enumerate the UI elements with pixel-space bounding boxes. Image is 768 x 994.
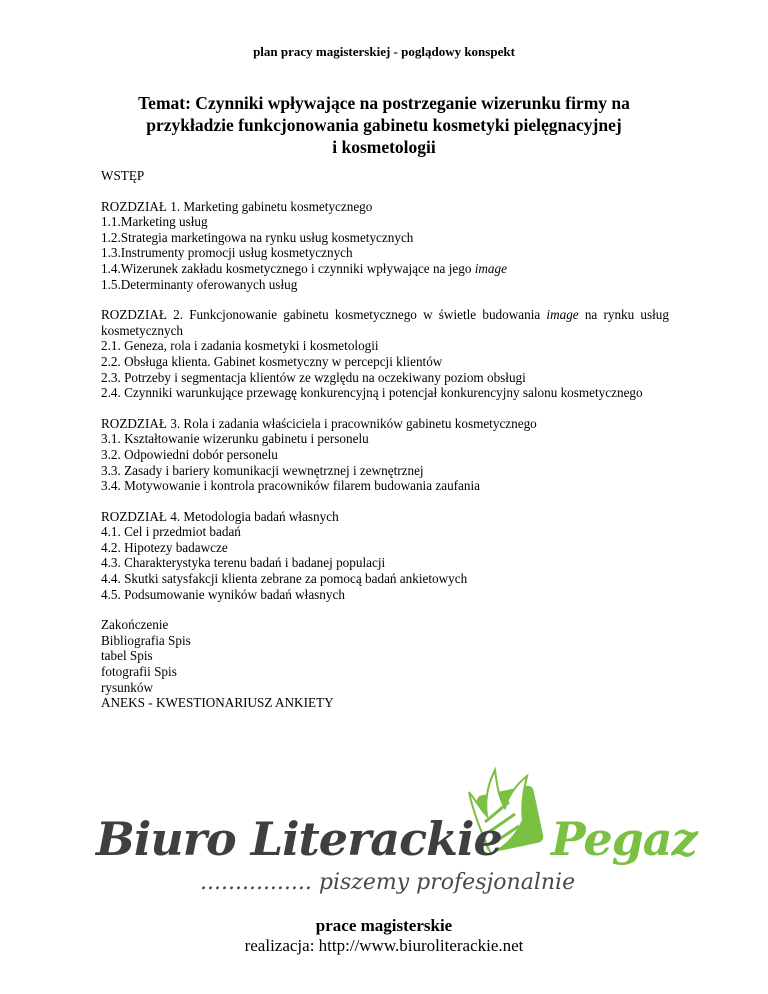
- chapter-1-item: 1.2.Strategia marketingowa na rynku usług kosmetycznych: [101, 229, 414, 245]
- chapter-3: [101, 416, 669, 494]
- chapter-1-item-4-italic: image: [474, 260, 507, 276]
- chapter-2-heading: [101, 307, 669, 338]
- chapter-2-item: 2.3. Potrzeby i segmentacja klientów ze względu na oczekiwany poziom obsługi: [101, 369, 526, 385]
- chapter-4-item: 4.4. Skutki satysfakcji klienta zebrane za pomocą badań ankietowych: [101, 571, 468, 587]
- logo-brand-text: Biuro Literackie: [96, 812, 502, 866]
- title-line-2: przykładzie funkcjonowania gabinetu kosmetyki pielęgnacyjnej: [146, 115, 622, 135]
- chapter-2-heading-b: na rynku usług kosmetycznych: [101, 307, 669, 338]
- title-line-3: i kosmetologii: [332, 137, 436, 157]
- chapter-3-item: 3.4. Motywowanie i kontrola pracowników filarem budowania zaufania: [101, 478, 481, 494]
- title-line-1: Temat: Czynniki wpływające na postrzeganie wizerunku firmy na: [138, 93, 630, 113]
- closing-item: fotografii Spis: [101, 664, 177, 680]
- page-footer: [0, 916, 768, 956]
- header-note: plan pracy magisterskiej - poglądowy konspekt: [253, 44, 515, 59]
- footer-url: realizacja: http://www.biuroliterackie.net: [244, 936, 524, 955]
- closing-item: Bibliografia Spis: [101, 632, 191, 648]
- chapter-2-heading-italic: image: [546, 307, 579, 323]
- chapter-1: [101, 199, 669, 293]
- intro-section: [101, 168, 669, 184]
- chapter-1-item: 1.5.Determinanty oferowanych usług: [101, 276, 298, 292]
- chapter-2-item: 2.1. Geneza, rola i zadania kosmetyki i kosmetologii: [101, 338, 379, 354]
- chapter-4-heading: ROZDZIAŁ 4. Metodologia badań własnych: [101, 508, 339, 524]
- chapter-2-heading-a: ROZDZIAŁ 2. Funkcjonowanie gabinetu kosmetycznego w świetle budowania: [101, 307, 547, 323]
- logo-tagline: ................ piszemy profesjonalnie: [200, 870, 576, 895]
- chapter-4-item: 4.5. Podsumowanie wyników badań własnych: [101, 586, 345, 602]
- chapter-1-item: 1.3.Instrumenty promocji usług kosmetycznych: [101, 245, 353, 261]
- closing-item: tabel Spis: [101, 648, 153, 664]
- chapter-1-heading: ROZDZIAŁ 1. Marketing gabinetu kosmetycznego: [101, 198, 373, 214]
- chapter-3-item: 3.3. Zasady i bariery komunikacji wewnętrznej i zewnętrznej: [101, 462, 424, 478]
- chapter-3-item: 3.2. Odpowiedni dobór personelu: [101, 446, 278, 462]
- chapter-1-item-4-text: 1.4.Wizerunek zakładu kosmetycznego i czynniki wpływające na jego: [101, 260, 475, 276]
- chapter-1-item-4: [101, 261, 669, 277]
- chapter-2: [101, 307, 669, 401]
- chapter-4-item: 4.3. Charakterystyka terenu badań i badanej populacji: [101, 555, 386, 571]
- closing-item: rysunków: [101, 679, 154, 695]
- chapter-3-heading: ROZDZIAŁ 3. Rola i zadania właściciela i pracowników gabinetu kosmetycznego: [101, 415, 537, 431]
- chapter-3-item: 3.1. Kształtowanie wizerunku gabinetu i personelu: [101, 431, 369, 447]
- logo-brand-name: Pegaz: [551, 812, 697, 866]
- chapter-4-item: 4.1. Cel i przedmiot badań: [101, 524, 241, 540]
- thesis-title: [110, 92, 658, 158]
- closing-section: [101, 617, 669, 711]
- outline-content: [101, 168, 669, 726]
- chapter-2-item: 2.4. Czynniki warunkujące przewagę konkurencyjną i potencjał konkurencyjny salonu kosmetycznego: [101, 385, 643, 401]
- chapter-4-item: 4.2. Hipotezy badawcze: [101, 539, 228, 555]
- closing-item: ANEKS - KWESTIONARIUSZ ANKIETY: [101, 695, 334, 711]
- intro-heading: WSTĘP: [101, 168, 145, 183]
- footer-title: prace magisterskie: [315, 916, 453, 935]
- chapter-2-item: 2.2. Obsługa klienta. Gabinet kosmetyczny w percepcji klientów: [101, 353, 443, 369]
- chapter-1-item: 1.1.Marketing usług: [101, 214, 208, 230]
- closing-item: Zakończenie: [101, 617, 169, 633]
- company-logo: [96, 762, 696, 902]
- chapter-4: [101, 509, 669, 603]
